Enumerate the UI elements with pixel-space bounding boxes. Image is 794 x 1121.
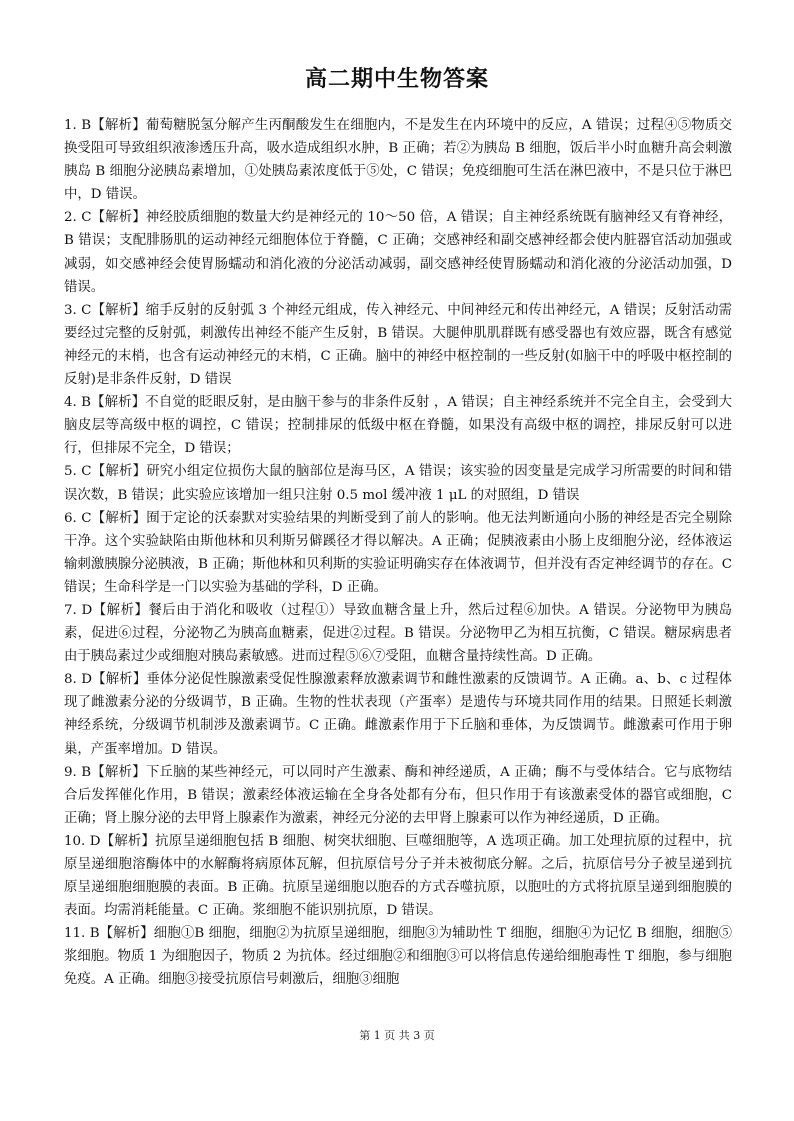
answer-item-1: 1. B【解析】葡萄糖脱氢分解产生丙酮酸发生在细胞内，不是发生在内环境中的反应，A 错误；过程④⑤物质交换受阻可导致组织液渗透压升高，吸水造成组织水肿，B 正确；若②为胰岛 B 细胞，饭后半小时血糖升高会刺激胰岛 B 细胞分泌胰岛素增加，①处胰岛素浓度低于⑤处，C 错误；免疫细胞可生活在淋巴液中，不是只位于淋巴中，D 错误。 <box>64 118 732 203</box>
answer-item-5: 5. C【解析】研究小组定位损伤大鼠的脑部位是海马区，A 错误；该实验的因变量是完成学习所需要的时间和错误次数，B 错误；此实验应该增加一组只注射 0.5 mol 缓冲液 1 μL 的对照组，D 错误 <box>64 464 732 503</box>
answer-item-2: 2. C【解析】神经胶质细胞的数量大约是神经元的 10～50 倍，A 错误；自主神经系统既有脑神经又有脊神经，B 错误；支配腓肠肌的运动神经元细胞体位于脊髓，C 正确；交感神经和副交感神经都会使内脏器官活动加强或减弱，如交感神经会使胃肠蠕动和消化液的分泌活动减弱，副交感神经使胃肠蠕动和消化液的分泌活动加强，D 错误。 <box>64 210 732 295</box>
answer-item-11: 11. B【解析】细胞①B 细胞，细胞②为抗原呈递细胞，细胞③为辅助性 T 细胞，细胞④为记忆 B 细胞，细胞⑤浆细胞。物质 1 为细胞因子，物质 2 为抗体。经过细胞②和细胞③可以将信息传递给细胞毒性 T 细胞，参与细胞免疫。A 正确。细胞③接受抗原信号刺激后，细胞③细胞 <box>64 926 732 988</box>
answer-item-8: 8. D【解析】垂体分泌促性腺激素受促性腺激素释放激素调节和雌性激素的反馈调节。A 正确。a、b、c 过程体现了雌激素分泌的分级调节，B 正确。生物的性状表现（产蛋率）是遗传与环境共同作用的结果。日照延长刺激神经系统，分级调节机制涉及激素调节。C 正确。雌激素作用于下丘脑和垂体，为反馈调节。雌激素可作用于卵巢，产蛋率增加。D 错误。 <box>64 672 732 757</box>
answer-item-9: 9. B【解析】下丘脑的某些神经元，可以同时产生激素、酶和神经递质，A 正确；酶不与受体结合。它与底物结合后发挥催化作用，B 错误；激素经体液运输在全身各处都有分布，但只作用于有该激素受体的器官或细胞，C 正确；肾上腺分泌的去甲肾上腺素作为激素，神经元分泌的去甲肾上腺素可以作为神经递质，D 正确。 <box>64 764 732 826</box>
page-title: 高二期中生物答案 <box>304 67 489 92</box>
answer-item-10: 10. D【解析】抗原呈递细胞包括 B 细胞、树突状细胞、巨噬细胞等，A 选项正确。加工处理抗原的过程中，抗原呈递细胞溶酶体中的水解酶将病原体瓦解，但抗原信号分子并未被彻底分解。之后，抗原信号分子被呈递到抗原呈递细胞细胞膜的表面。B 正确。抗原呈递细胞以胞吞的方式吞噬抗原，以胞吐的方式将抗原呈递到细胞膜的表面。均需消耗能量。C 正确。浆细胞不能识别抗原，D 错误。 <box>64 833 732 919</box>
answer-item-6: 6. C【解析】囿于定论的沃泰默对实验结果的判断受到了前人的影响。他无法判断通向小肠的神经是否完全剔除干净。这个实验缺陷由斯他林和贝利斯另僻蹊径才得以解决。A 正确；促胰液素由小肠上皮细胞分泌，经体液运输刺激胰腺分泌胰液，B 正确；斯他林和贝利斯的实验证明确实存在体液调节，但并没有否定神经调节的存在。C 错误；生命科学是一门以实验为基础的学科，D 正确。 <box>64 510 732 595</box>
page-footer: 第 1 页 共 3 页 <box>359 1029 435 1042</box>
answer-item-3: 3. C【解析】缩手反射的反射弧 3 个神经元组成，传入神经元、中间神经元和传出神经元，A 错误；反射活动需要经过完整的反射弧，刺激传出神经不能产生反射，B 错误。大腿伸肌肌群既有感受器也有效应器，既含有感觉神经元的末梢，也含有运动神经元的末梢，C 正确。脑中的神经中枢控制的一些反射(如脑干中的呼吸中枢控制的反射)是非条件反射，D 错误 <box>64 302 732 388</box>
answer-item-4: 4. B【解析】不自觉的眨眼反射，是由脑干参与的非条件反射 ，A 错误；自主神经系统并不完全自主，会受到大脑皮层等高级中枢的调控，C 错误；控制排尿的低级中枢在脊髓，如果没有高级中枢的调控，排尿反射可以进行，但排尿不完全，D 错误； <box>64 395 732 457</box>
answer-item-7: 7. D【解析】餐后由于消化和吸收（过程①）导致血糖含量上升，然后过程⑥加快。A 错误。分泌物甲为胰岛素，促进⑥过程，分泌物乙为胰高血糖素，促进②过程。B 错误。分泌物甲乙为相互抗衡，C 错误。糖尿病患者由于胰岛素过少或细胞对胰岛素敏感。进而过程⑤⑥⑦受阻，血糖含量持续性高。D 正确。 <box>64 602 732 665</box>
answer-body <box>64 114 732 992</box>
